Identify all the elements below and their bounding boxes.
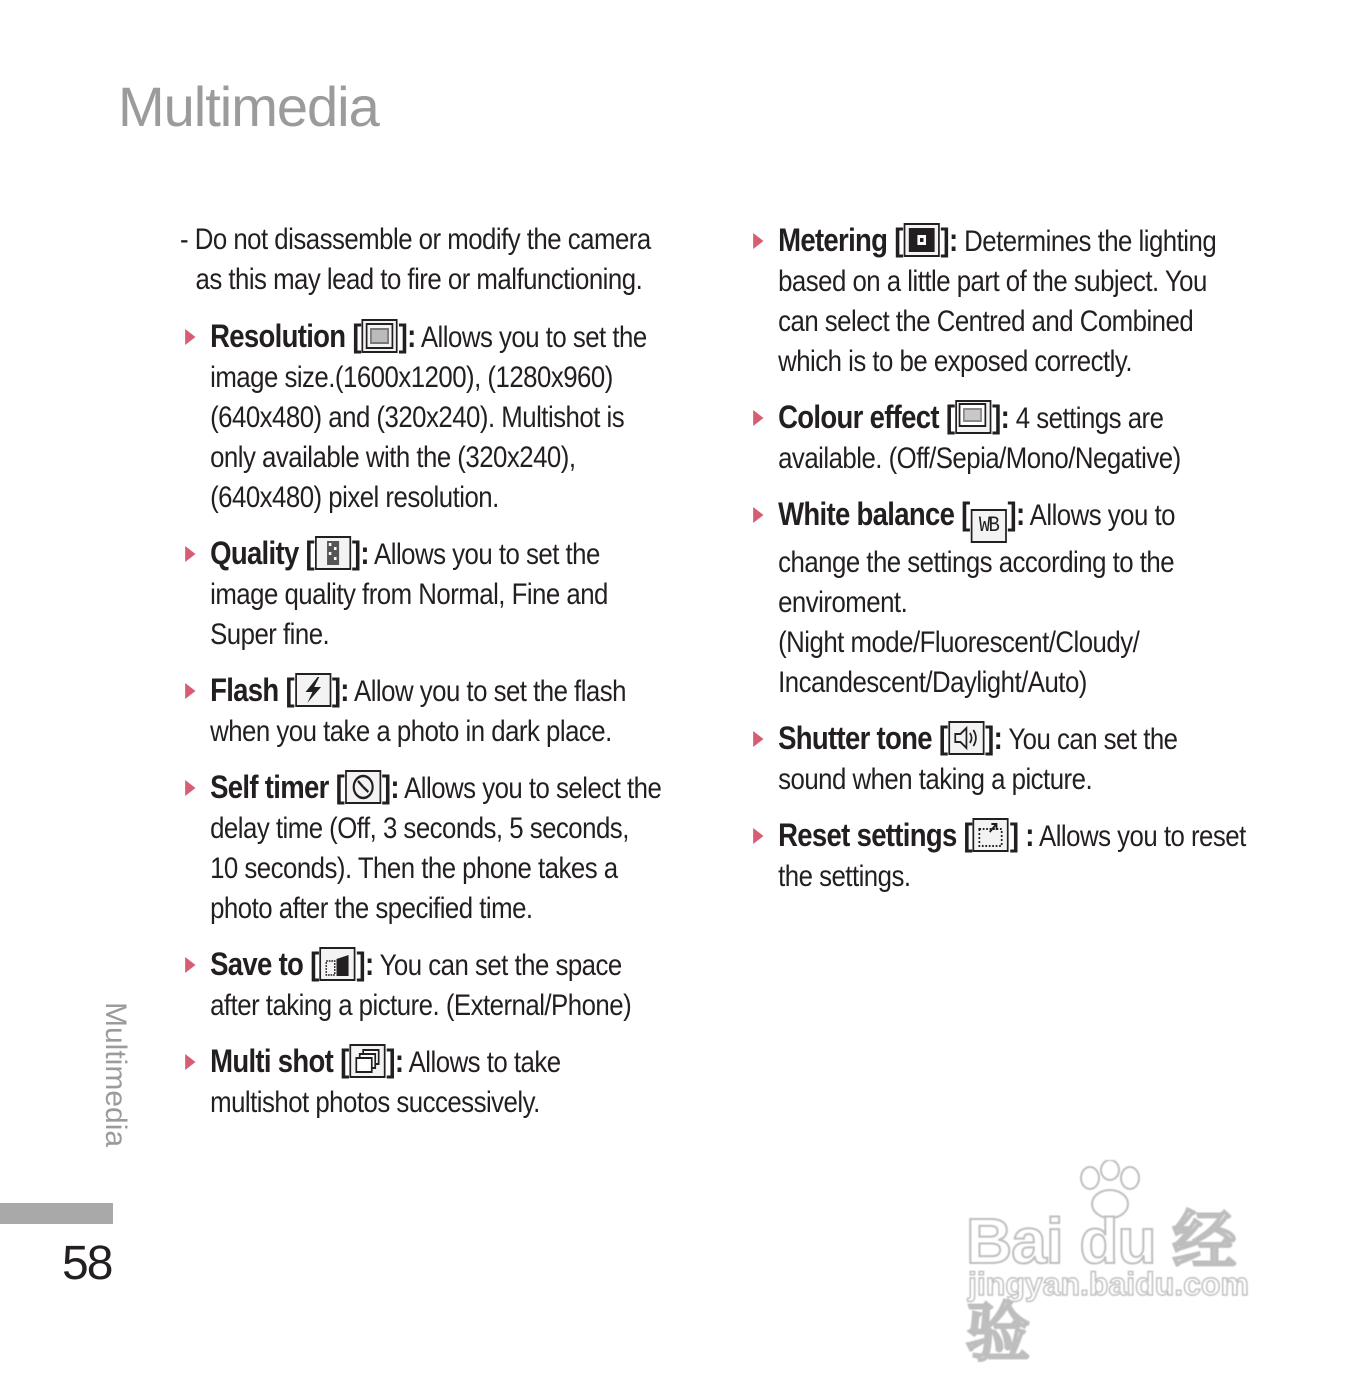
list-item-colour-effect xyxy=(748,397,1247,479)
list-item-save-to xyxy=(180,944,662,1026)
item-label-close: ] : xyxy=(1009,817,1034,853)
item-text: Allows you to reset the settings. xyxy=(778,820,1246,893)
item-label: Metering [ xyxy=(778,222,903,258)
colour-effect-icon xyxy=(955,400,991,434)
watermark-url: jingyan.baidu.com xyxy=(968,1266,1249,1302)
item-label: Self timer [ xyxy=(210,769,345,805)
item-label-close: ]: xyxy=(398,318,416,354)
item-label-close: ]: xyxy=(351,535,369,571)
shutter-tone-icon xyxy=(948,721,984,755)
list-item-shutter-tone xyxy=(748,718,1247,800)
item-label: Save to [ xyxy=(210,946,319,982)
bullet-icon xyxy=(185,329,195,345)
item-text: 4 settings are available. (Off/Sepia/Mono/Negative) xyxy=(778,402,1181,475)
list-item-self-timer xyxy=(180,767,662,929)
bullet-icon xyxy=(185,957,195,973)
resolution-icon xyxy=(362,319,398,353)
baidu-watermark xyxy=(962,1160,1282,1369)
side-tab-bar xyxy=(0,1203,113,1224)
watermark-brand: Bai du 经验 xyxy=(966,1205,1236,1369)
bullet-icon xyxy=(753,731,763,747)
list-item-white-balance xyxy=(748,494,1247,703)
item-label: Resolution [ xyxy=(210,318,361,354)
item-text: You can set the space after taking a picture. (External/Phone) xyxy=(210,949,632,1022)
list-item-reset-settings xyxy=(748,815,1247,897)
item-label: Colour effect [ xyxy=(778,399,955,435)
bullet-icon xyxy=(753,828,763,844)
list-item-metering xyxy=(748,220,1247,382)
bullet-icon xyxy=(185,780,195,796)
bullet-icon xyxy=(185,1054,195,1070)
white-balance-icon-text: WB xyxy=(978,513,999,538)
item-text: Allows you to set the image quality from Normal, Fine and Super fine. xyxy=(210,538,608,651)
item-label: Shutter tone [ xyxy=(778,720,948,756)
item-label-close: ]: xyxy=(356,946,374,982)
item-text: Allows you to select the delay time (Off, 3 seconds, 5 seconds, 10 seconds). Then the phone takes a photo after the specified time. xyxy=(210,772,662,925)
item-label: Reset settings [ xyxy=(778,817,973,853)
safety-note: - Do not disassemble or modify the camera as this may lead to fire or malfunctioning. xyxy=(180,223,651,296)
item-label-close: ]: xyxy=(386,1043,404,1079)
item-label-close: ]: xyxy=(331,672,349,708)
item-label: Quality [ xyxy=(210,535,315,571)
item-label: Flash [ xyxy=(210,672,294,708)
item-text: Allow you to set the flash when you take a photo in dark place. xyxy=(210,675,626,748)
bullet-icon xyxy=(185,683,195,699)
flash-icon xyxy=(295,673,331,707)
page-title: Multimedia xyxy=(118,75,379,138)
page-number: 58 xyxy=(62,1237,112,1290)
self-timer-icon xyxy=(345,770,381,804)
item-label: Multi shot [ xyxy=(210,1043,349,1079)
item-text: Allows to take multishot photos successively. xyxy=(210,1046,561,1119)
item-label-close: ]: xyxy=(992,399,1010,435)
list-item-flash xyxy=(180,670,662,752)
item-text: You can set the sound when taking a picture. xyxy=(778,723,1178,796)
quality-icon xyxy=(315,536,351,570)
bullet-icon xyxy=(753,507,763,523)
item-text: Allows you to set the image size.(1600x1200), (1280x960) (640x480) and (320x240). Multishot is only available with the (320x240), (640x480) pixel resolution. xyxy=(210,321,647,514)
item-label-close: ]: xyxy=(381,769,399,805)
reset-settings-icon xyxy=(973,818,1009,852)
item-text: Allows you to change the settings according to the enviroment. xyxy=(778,499,1175,619)
list-item-quality xyxy=(180,533,662,655)
bullet-icon xyxy=(753,410,763,426)
right-column xyxy=(748,220,1247,912)
bullet-icon xyxy=(185,546,195,562)
item-text: Determines the lighting based on a little part of the subject. You can select the Centred and Combined which is to be exposed correctly. xyxy=(778,225,1217,378)
left-column xyxy=(180,220,662,1138)
list-item-multi-shot xyxy=(180,1041,662,1123)
item-label-close: ]: xyxy=(1007,496,1025,532)
item-text-options: (Night mode/Fluorescent/Cloudy/ Incandescent/Daylight/Auto) xyxy=(778,626,1140,699)
list-item-resolution xyxy=(180,316,662,518)
multi-shot-icon xyxy=(349,1044,385,1078)
bullet-icon xyxy=(753,233,763,249)
white-balance-icon xyxy=(970,509,1006,543)
metering-icon xyxy=(904,223,940,257)
item-label-close: ]: xyxy=(940,222,958,258)
item-label-close: ]: xyxy=(985,720,1003,756)
side-tab-label: Multimedia xyxy=(99,1002,132,1148)
save-to-icon xyxy=(319,947,355,981)
item-label: White balance [ xyxy=(778,496,970,532)
